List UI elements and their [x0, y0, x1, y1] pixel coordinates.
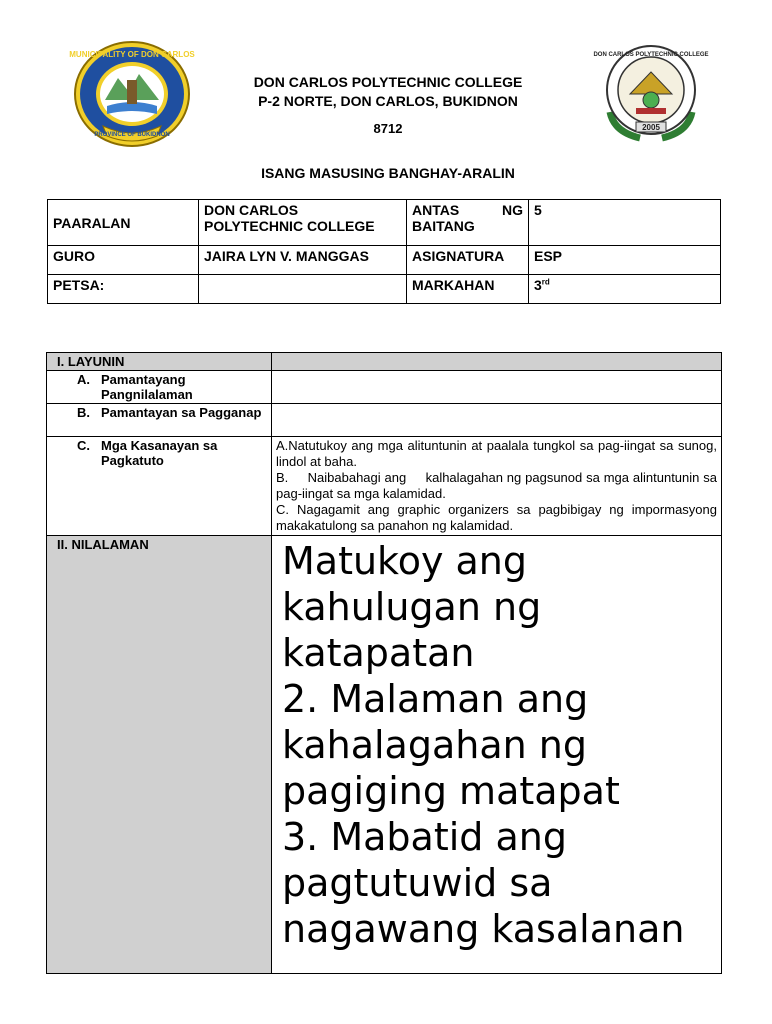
objective-b: B. Naibabahagi ang kalhalagahan ng pagsunod sa mga alintuntunin sa pag-iingat sa mga kalamidad.	[276, 470, 721, 501]
antas-word: BAITANG	[412, 218, 475, 234]
pamantayan-sa-pagganap-label	[47, 404, 272, 437]
paaralan-label: PAARALAN	[48, 200, 199, 246]
svg-text:DON CARLOS POLYTECHNIC COLLEGE: DON CARLOS POLYTECHNIC COLLEGE	[593, 52, 709, 58]
nilalaman-text: Matukoy ang kahulugan ng katapatan 2. Malaman ang kahalagahan ng pagiging matapat 3. Mabatid ang pagtutuwid sa nagawang kasalanan	[278, 538, 715, 952]
item-number: C.	[77, 438, 90, 453]
pamantayan-sa-pagganap-value	[272, 404, 722, 437]
nilalaman-content	[272, 536, 722, 974]
table-row	[47, 536, 722, 974]
petsa-value	[199, 275, 407, 304]
lesson-plan-table	[46, 352, 722, 974]
document-title: ISANG MASUSING BANGHAY-ARALIN	[261, 165, 515, 181]
antas-label	[407, 200, 529, 246]
table-row	[48, 246, 721, 275]
markahan-suffix: rd	[541, 277, 550, 287]
item-number: A.	[77, 372, 90, 387]
item-text: Pamantayan sa Pagganap	[101, 405, 262, 420]
markahan-value	[529, 275, 721, 304]
guro-value: JAIRA LYN V. MANGGAS	[199, 246, 407, 275]
item-text: Mga Kasanayan sa Pagkatuto	[101, 438, 218, 468]
info-table	[47, 199, 721, 304]
asignatura-label: ASIGNATURA	[407, 246, 529, 275]
school-address: P-2 NORTE, DON CARLOS, BUKIDNON	[258, 93, 518, 109]
paaralan-value: DON CARLOS POLYTECHNIC COLLEGE	[199, 200, 407, 246]
svg-text:2005: 2005	[642, 123, 660, 132]
school-code: 8712	[373, 121, 403, 136]
table-row	[47, 437, 722, 536]
school-name: DON CARLOS POLYTECHNIC COLLEGE	[253, 74, 523, 90]
svg-text:MUNICIPALITY OF DON CARLOS: MUNICIPALITY OF DON CARLOS	[69, 50, 195, 59]
asignatura-value: ESP	[529, 246, 721, 275]
petsa-label: PETSA:	[48, 275, 199, 304]
objective-c: C. Nagagamit ang graphic organizers sa pagbibigay ng impormasyong makakatulong sa panahon ng kalamidad.	[276, 502, 717, 533]
pamantayang-pangnilalaman-label	[47, 371, 272, 404]
antas-word: NG	[502, 202, 523, 218]
table-row	[48, 200, 721, 246]
objective-a: A.Natutukoy ang mga alituntunin at paalala tungkol sa pag-iingat sa sunog, lindol at baha.	[276, 438, 717, 469]
antas-word: ANTAS	[412, 202, 460, 218]
pamantayang-pangnilalaman-value	[272, 371, 722, 404]
table-row	[47, 371, 722, 404]
antas-value: 5	[529, 200, 721, 246]
table-row	[48, 275, 721, 304]
svg-text:PROVINCE OF BUKIDNON: PROVINCE OF BUKIDNON	[94, 132, 170, 138]
table-row	[47, 404, 722, 437]
objectives-cell	[272, 437, 722, 536]
table-row	[47, 353, 722, 371]
markahan-number: 3	[534, 277, 542, 293]
item-text: Pamantayang Pangnilalaman	[101, 372, 193, 402]
guro-label: GURO	[48, 246, 199, 275]
layunin-empty	[272, 353, 722, 371]
nilalaman-heading: II. NILALAMAN	[47, 536, 272, 974]
markahan-label: MARKAHAN	[407, 275, 529, 304]
layunin-heading: I. LAYUNIN	[47, 353, 272, 371]
mga-kasanayan-label	[47, 437, 272, 536]
item-number: B.	[77, 405, 90, 420]
